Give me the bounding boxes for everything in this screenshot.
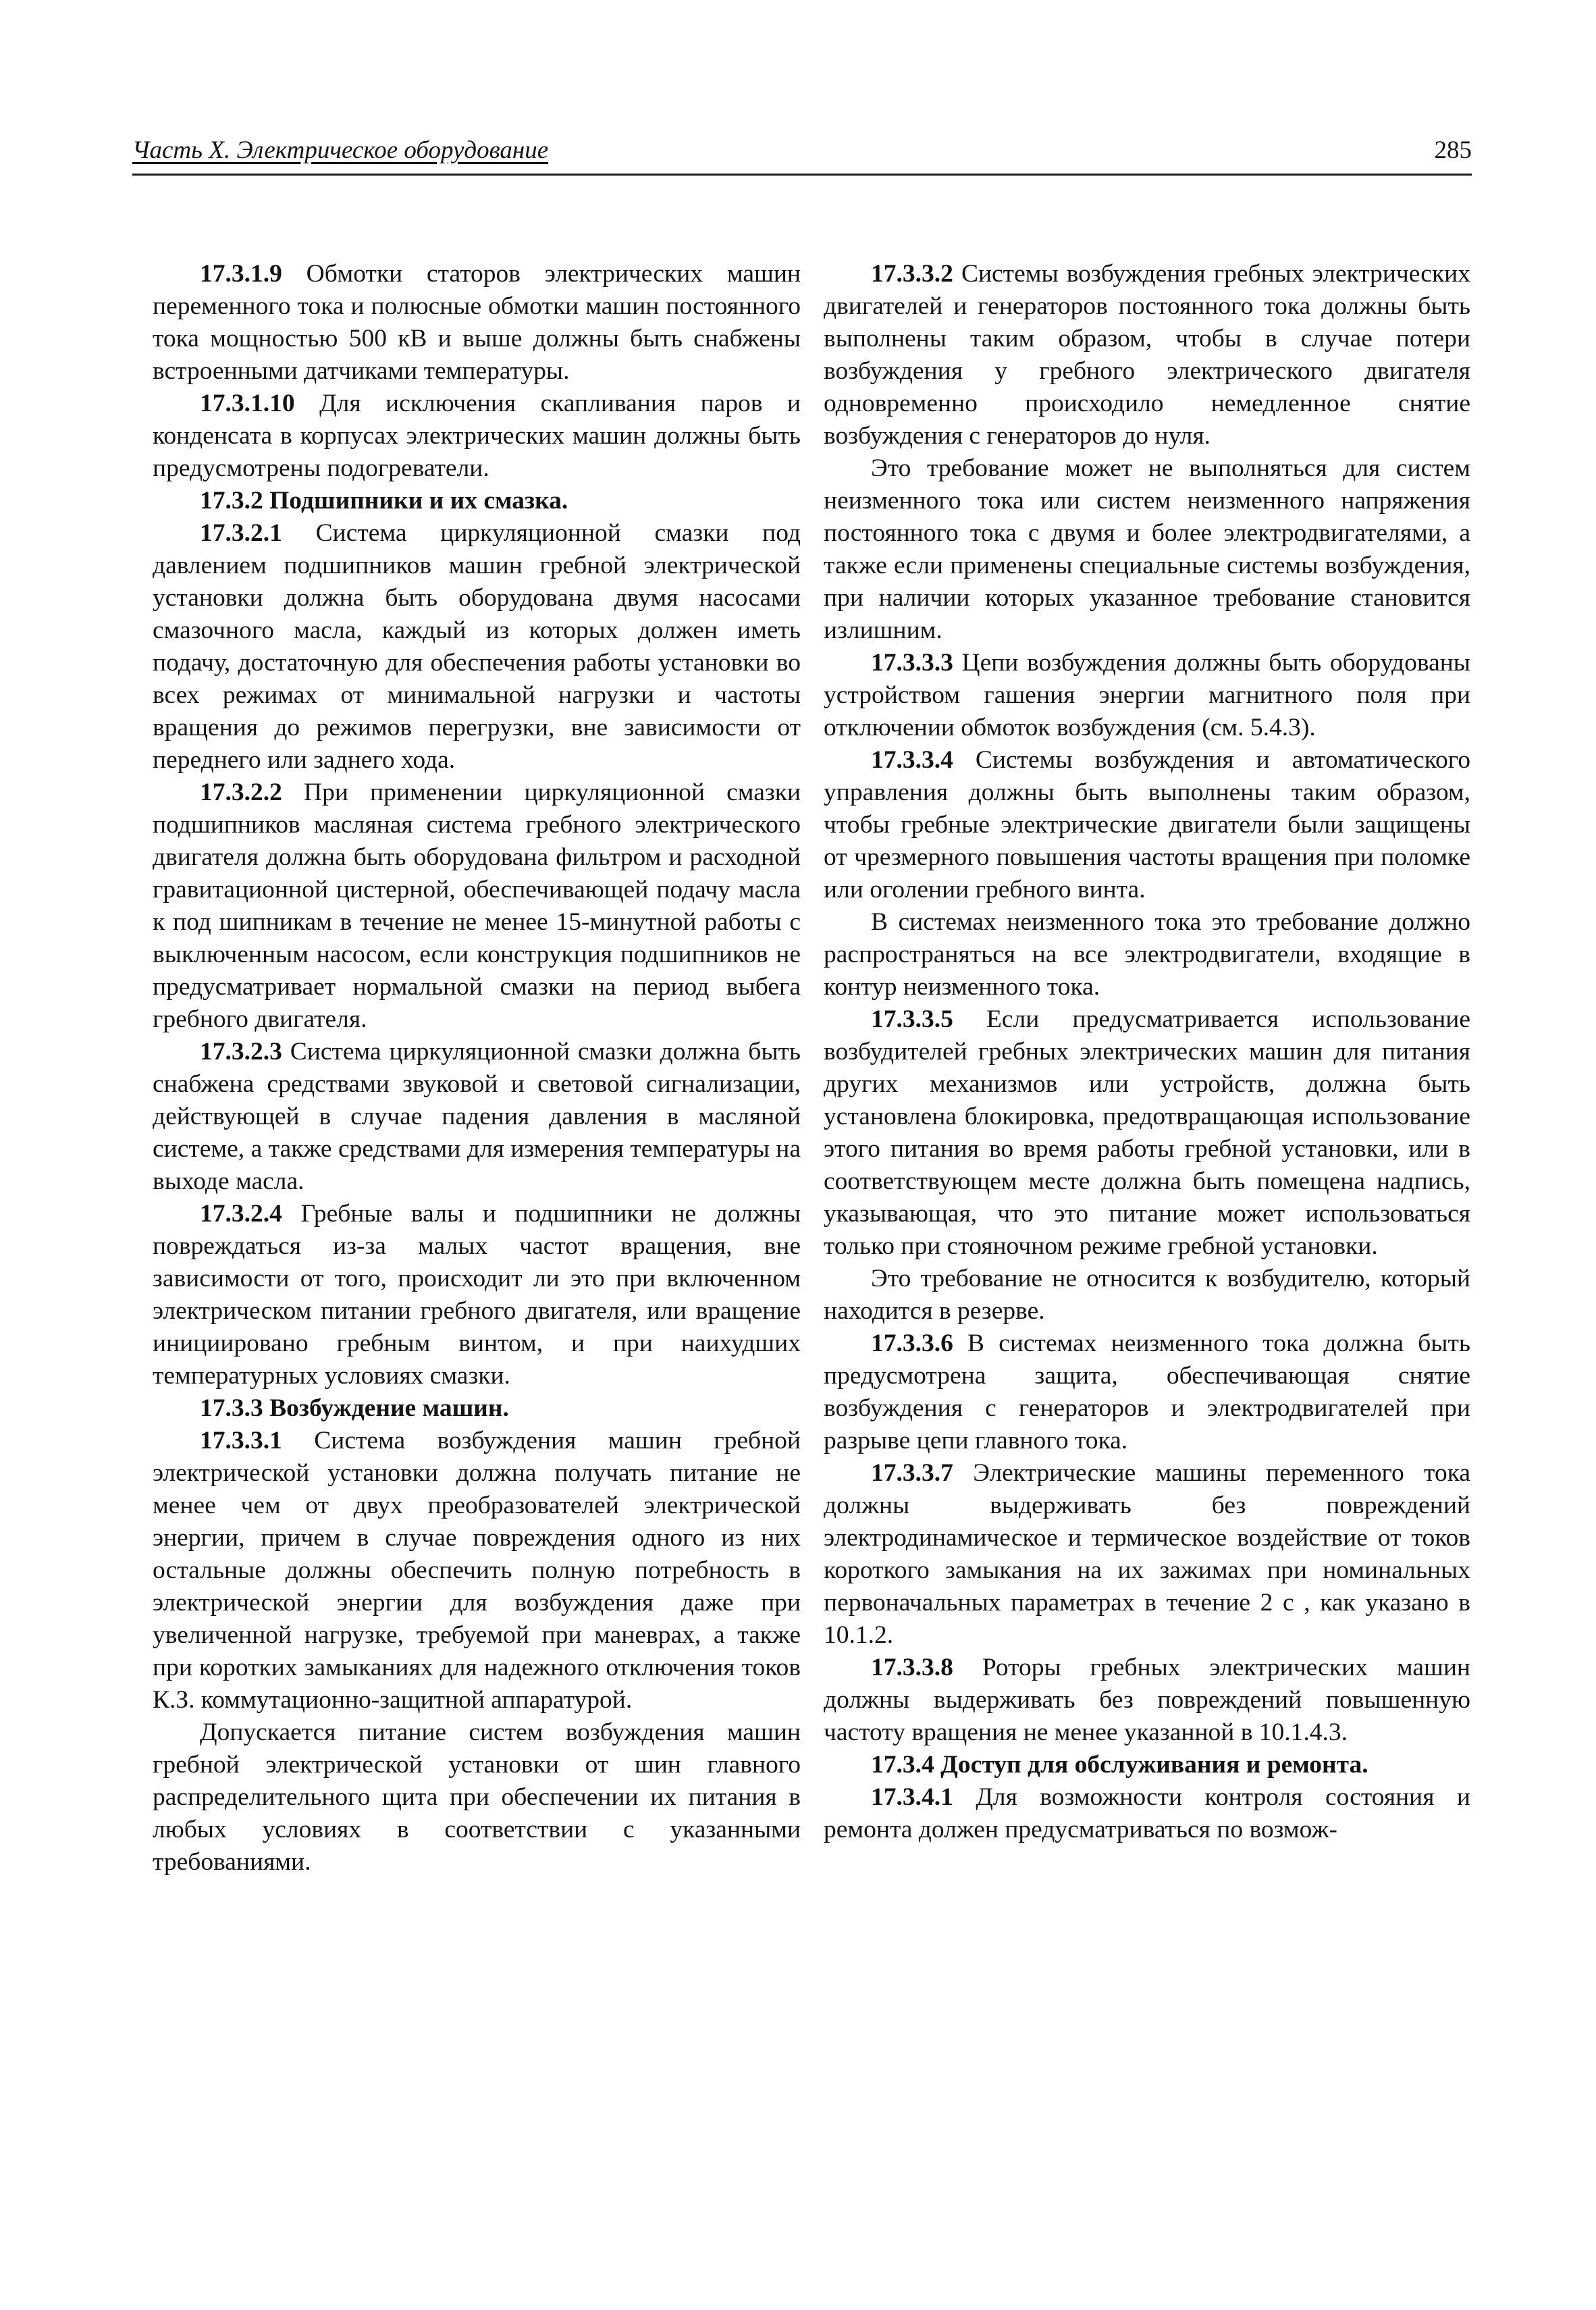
paragraph <box>824 744 1470 906</box>
clause-number: 17.3.3.4 <box>871 746 953 774</box>
paragraph-text: Это требование не относится к возбудителю, который находится в резерве. <box>824 1265 1470 1325</box>
clause-number: 17.3.3.8 <box>871 1654 953 1681</box>
paragraph <box>153 388 801 485</box>
paragraph <box>153 1425 801 1716</box>
paragraph-text: В системах неизменного тока должна быть предусмотрена защита, обеспечивающая снятие возбуждения с генераторов и электродвигателей при разрыве цепи главного тока. <box>824 1330 1470 1454</box>
paragraph-text: Система циркуляционной смазки должна быть снабжена средствами звуковой и световой сигнализации, действующей в случае падения давления в масляной системе, а также средствами для измерения температуры на выходе масла. <box>153 1038 801 1195</box>
section-heading-text: 17.3.2 Подшипники и их смазка. <box>200 487 568 515</box>
paragraph-text: Роторы гребных электрических машин должны выдерживать без повреждений повышенную частоту вращения не менее указанной в 10.1.4.3. <box>824 1654 1470 1746</box>
paragraph <box>153 777 801 1036</box>
paragraph-text: Электрические машины переменного тока должны выдерживать без повреждений электродинамическое и термическое воздействие от токов короткого замыкания на их зажимах при номинальных первоначальных параметрах в течение 2 с , как указано в 10.1.2. <box>824 1459 1470 1649</box>
paragraph-text: Это требование может не выполняться для систем неизменного тока или систем неизменного напряжения постоянного тока с двумя и более электродвигателями, а также если применены специальные системы возбуждения, при наличии которых указанное требование становится излишним. <box>824 454 1470 644</box>
paragraph <box>824 258 1470 452</box>
clause-number: 17.3.2.1 <box>200 519 282 547</box>
paragraph-text: Гребные валы и подшипники не должны повреждаться из-за малых частот вращения, вне зависимости от того, происходит ли это при включенном электрическом питании гребного двигателя, или вращение инициировано гребным винтом, и при наихудших температурных условиях смазки. <box>153 1200 801 1390</box>
clause-number: 17.3.1.9 <box>200 260 282 288</box>
paragraph-text: Цепи возбуждения должны быть оборудованы устройством гашения энергии магнитного поля при отключении обмоток возбуждения (см. 5.4.3). <box>824 649 1470 741</box>
clause-number: 17.3.4.1 <box>871 1783 953 1811</box>
paragraph <box>824 1781 1470 1846</box>
paragraph <box>824 452 1470 647</box>
paragraph-text: Допускается питание систем возбуждения машин гребной электрической установки от шин главного распределительного щита при обеспечении их питания в любых условиях в соответствии с указанными требованиями. <box>153 1718 801 1876</box>
section-heading <box>824 1749 1470 1781</box>
clause-number: 17.3.1.10 <box>200 390 295 417</box>
clause-number: 17.3.2.3 <box>200 1038 282 1066</box>
paragraph <box>824 1003 1470 1263</box>
left-column <box>153 258 801 1879</box>
clause-number: 17.3.3.3 <box>871 649 953 677</box>
paragraph <box>153 1036 801 1198</box>
section-heading <box>153 485 801 517</box>
section-heading <box>153 1392 801 1425</box>
paragraph-text: В системах неизменного тока это требование должно распространяться на все электродвигатели, входящие в контур неизменного тока. <box>824 908 1470 1001</box>
paragraph <box>824 647 1470 744</box>
page-number: 285 <box>1434 136 1472 164</box>
paragraph <box>824 1263 1470 1328</box>
header-title: Часть X. Электрическое оборудование <box>132 136 549 164</box>
paragraph-text: Системы возбуждения и автоматического управления должны быть выполнены таким образом, чтобы гребные электрические двигатели были защищены от чрезмерного повышения частоты вращения при поломке или оголении гребного винта. <box>824 746 1470 903</box>
section-heading-text: 17.3.3 Возбуждение машин. <box>200 1394 509 1422</box>
paragraph <box>153 1716 801 1879</box>
paragraph-text: Система циркуляционной смазки под давлением подшипников машин гребной электрической установки должна быть оборудована двумя насосами смазочного масла, каждый из которых должен иметь подачу, достаточную для обеспечения работы установки во всех режимах от минимальной нагрузки и частоты вращения до режимов перегрузки, вне зависимости от переднего или заднего хода. <box>153 519 801 774</box>
running-header <box>132 132 1472 176</box>
paragraph <box>824 1652 1470 1749</box>
paragraph-text: Если предусматривается использование возбудителей гребных электрических машин для питания других механизмов или устройств, должна быть установлена блокировка, предотвращающая использование этого питания во время работы гребной установки, или в соответствующем месте должна быть помещена надпись, указывающая, что это питание может использоваться только при стояночном режиме гребной установки. <box>824 1005 1470 1260</box>
paragraph <box>824 1328 1470 1457</box>
paragraph-text: Система возбуждения машин гребной электрической установки должна получать питание не менее чем от двух преобразователей электрической энергии, причем в случае повреждения одного из них остальные должны обеспечить полную потребность в электрической энергии для возбуждения даже при увеличенной нагрузке, требуемой при маневрах, а также при коротких замыканиях для надежного отключения токов К.З. коммутационно-защитной аппаратурой. <box>153 1427 801 1714</box>
paragraph-text: Для возможности контроля состояния и ремонта должен предусматриваться по возмож- <box>824 1783 1470 1843</box>
paragraph <box>153 258 801 388</box>
paragraph-text: Системы возбуждения гребных электрических двигателей и генераторов постоянного тока должны быть выполнены таким образом, чтобы в случае потери возбуждения у гребного электрического двигателя одновременно происходило немедленное снятие возбуждения с генераторов до нуля. <box>824 260 1470 450</box>
paragraph <box>153 1198 801 1392</box>
right-column <box>824 258 1470 1846</box>
paragraph <box>824 1457 1470 1652</box>
clause-number: 17.3.2.4 <box>200 1200 282 1228</box>
clause-number: 17.3.3.6 <box>871 1330 953 1357</box>
clause-number: 17.3.3.5 <box>871 1005 953 1033</box>
paragraph-text: При применении циркуляционной смазки подшипников масляная система гребного электрического двигателя должна быть оборудована фильтром и расходной гравитационной цистерной, обеспечивающей подачу масла к под шипникам в течение не менее 15-минутной работы с выключенным насосом, если конструкция подшипников не предусматривает нормальной смазки на период выбега гребного двигателя. <box>153 779 801 1033</box>
clause-number: 17.3.3.7 <box>871 1459 953 1487</box>
clause-number: 17.3.3.2 <box>871 260 953 288</box>
clause-number: 17.3.2.2 <box>200 779 282 806</box>
paragraph <box>824 906 1470 1003</box>
clause-number: 17.3.3.1 <box>200 1427 282 1454</box>
paragraph <box>153 517 801 777</box>
paragraph-text: Обмотки статоров электрических машин переменного тока и полюсные обмотки машин постоянного тока мощностью 500 кВ и выше должны быть снабжены встроенными датчиками температуры. <box>153 260 801 385</box>
paragraph-text: Для исключения скапливания паров и конденсата в корпусах электрических машин должны быть предусмотрены подогреватели. <box>153 390 801 482</box>
section-heading-text: 17.3.4 Доступ для обслуживания и ремонта. <box>871 1751 1368 1779</box>
